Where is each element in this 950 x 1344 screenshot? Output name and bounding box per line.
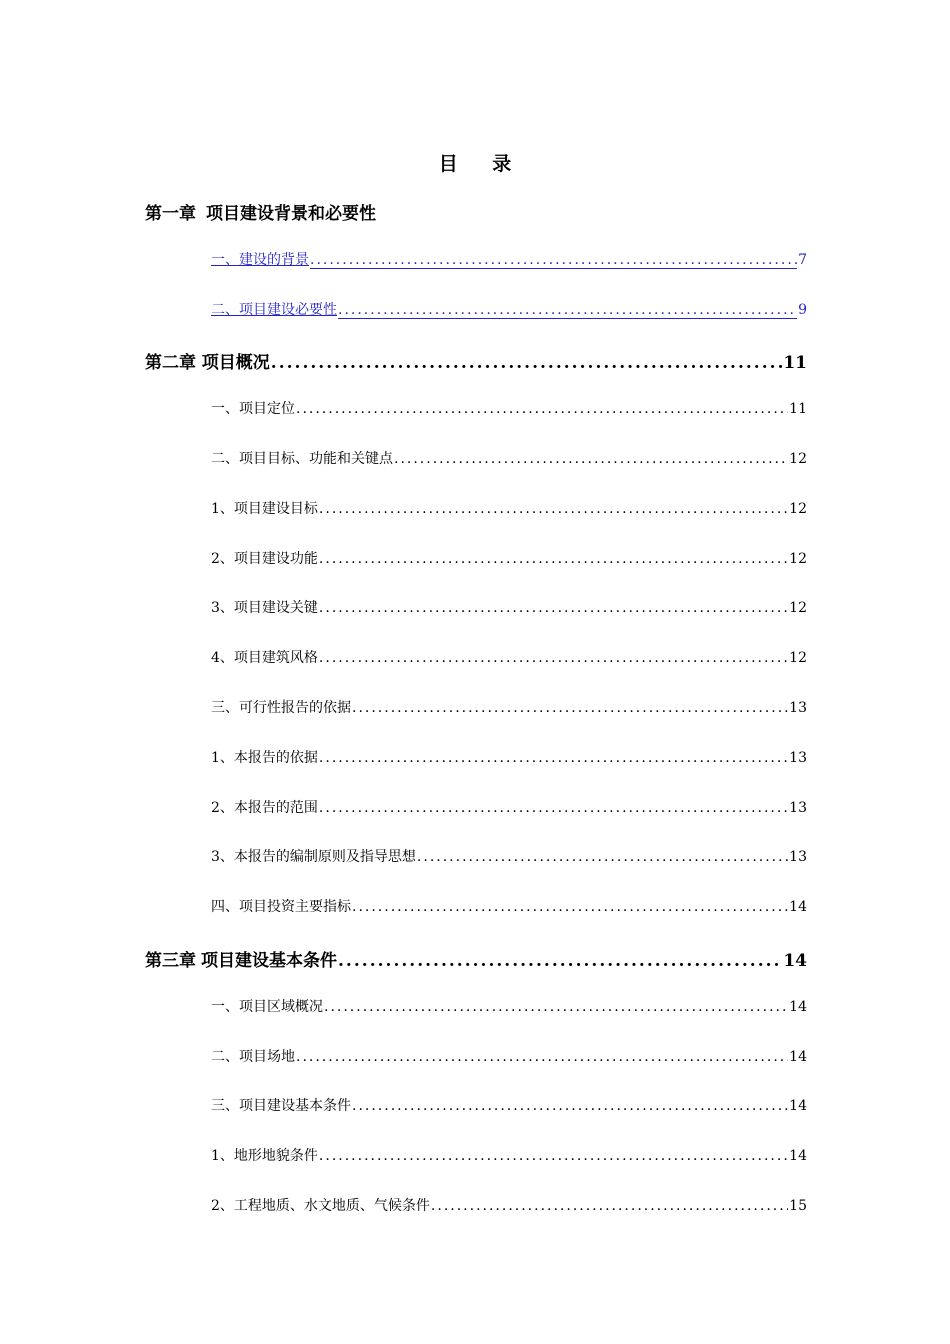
toc-section-entry (211, 1195, 807, 1215)
toc-dot-leader (324, 999, 788, 1015)
toc-section-entry (211, 398, 807, 418)
toc-dot-leader (338, 302, 797, 319)
toc-entry-title: 一、项目定位 (211, 401, 295, 417)
toc-section-entry (211, 597, 807, 617)
toc-entry-title: 二、项目目标、功能和关键点 (211, 451, 393, 467)
toc-dot-leader (319, 650, 788, 666)
toc-page-number[interactable]: 9 (798, 302, 807, 318)
toc-page-number: 13 (789, 800, 807, 816)
toc-section-entry (211, 1095, 807, 1115)
toc-entry-title: 2、本报告的范围 (211, 800, 318, 816)
toc-entry-title: 一、项目区域概况 (211, 999, 323, 1015)
toc-entry-title: 1、项目建设目标 (211, 501, 318, 517)
toc-entry-title: 二、项目场地 (211, 1049, 295, 1065)
toc-entry-title: 三、可行性报告的依据 (211, 700, 351, 716)
toc-section-entry[interactable] (211, 249, 807, 269)
toc-heading: 目 录 (438, 153, 526, 175)
toc-dot-leader (296, 401, 788, 417)
toc-section-entry (211, 548, 807, 568)
toc-entry-title: 项目概况 (201, 353, 270, 373)
toc-section-entry (211, 896, 807, 916)
toc-chapter-number: 第二章 (145, 353, 196, 373)
toc-page-number: 13 (789, 700, 807, 716)
toc-dot-leader (431, 1198, 788, 1214)
toc-chapter-entry (145, 199, 807, 224)
toc-dot-leader (319, 1148, 788, 1164)
toc-chapter-number: 第三章 (145, 951, 196, 971)
toc-dot-leader (319, 800, 788, 816)
toc-entry-title: 4、项目建筑风格 (211, 650, 318, 666)
toc-entry-title: 三、项目建设基本条件 (211, 1098, 351, 1114)
toc-section-entry (211, 697, 807, 717)
toc-section-entry (211, 747, 807, 767)
toc-section-entry (211, 498, 807, 518)
toc-page-number: 12 (789, 501, 807, 517)
toc-section-entry (211, 647, 807, 667)
toc-page-number: 14 (789, 1098, 807, 1114)
toc-dot-leader (417, 849, 788, 865)
toc-entry-title: 1、地形地貌条件 (211, 1148, 318, 1164)
toc-dot-leader (352, 1098, 788, 1114)
toc-entry-title: 1、本报告的依据 (211, 750, 318, 766)
toc-dot-leader (352, 700, 788, 716)
toc-entry-title: 项目建设背景和必要性 (206, 204, 376, 224)
toc-entry-title[interactable]: 二、项目建设必要性 (211, 302, 337, 318)
toc-entry-title: 项目建设基本条件 (201, 951, 338, 971)
toc-chapter-number: 第一章 (145, 204, 196, 224)
toc-entry-title: 3、本报告的编制原则及指导思想 (211, 849, 416, 865)
toc-entry-title: 2、工程地质、水文地质、气候条件 (211, 1198, 430, 1214)
toc-dot-leader (310, 252, 797, 269)
toc-section-entry (211, 797, 807, 817)
toc-section-entry (211, 996, 807, 1016)
toc-dot-leader (319, 750, 788, 766)
toc-page-number: 14 (789, 899, 807, 915)
toc-entry-title: 2、项目建设功能 (211, 551, 318, 567)
toc-section-entry (211, 846, 807, 866)
toc-page-number: 12 (789, 451, 807, 467)
toc-entry-title: 四、项目投资主要指标 (211, 899, 351, 915)
toc-dot-leader (271, 353, 783, 373)
toc-dot-leader (296, 1049, 788, 1065)
toc-page-number: 14 (789, 1148, 807, 1164)
toc-entry-title[interactable]: 一、建设的背景 (211, 252, 309, 268)
toc-page-number: 14 (789, 999, 807, 1015)
toc-page-number: 11 (789, 401, 807, 417)
toc-section-entry (211, 448, 807, 468)
toc-dot-leader (319, 501, 788, 517)
toc-dot-leader (352, 899, 788, 915)
toc-page-number: 13 (789, 849, 807, 865)
toc-page-number: 15 (789, 1198, 807, 1214)
toc-page-number: 12 (789, 600, 807, 616)
toc-dot-leader (338, 951, 782, 971)
toc-dot-leader (319, 551, 788, 567)
toc-page-number[interactable]: 7 (798, 252, 807, 268)
toc-chapter-entry (145, 946, 807, 971)
toc-section-entry[interactable] (211, 299, 807, 319)
toc-page-number: 14 (789, 1049, 807, 1065)
toc-entry-title: 3、项目建设关键 (211, 600, 318, 616)
toc-page-number: 12 (789, 551, 807, 567)
toc-page-number: 13 (789, 750, 807, 766)
toc-dot-leader (319, 600, 788, 616)
toc-chapter-entry (145, 348, 807, 373)
toc-dot-leader (394, 451, 788, 467)
toc-section-entry (211, 1145, 807, 1165)
toc-page-number: 12 (789, 650, 807, 666)
toc-page-number: 11 (783, 353, 807, 373)
toc-section-entry (211, 1046, 807, 1066)
toc-page-number: 14 (783, 951, 807, 971)
